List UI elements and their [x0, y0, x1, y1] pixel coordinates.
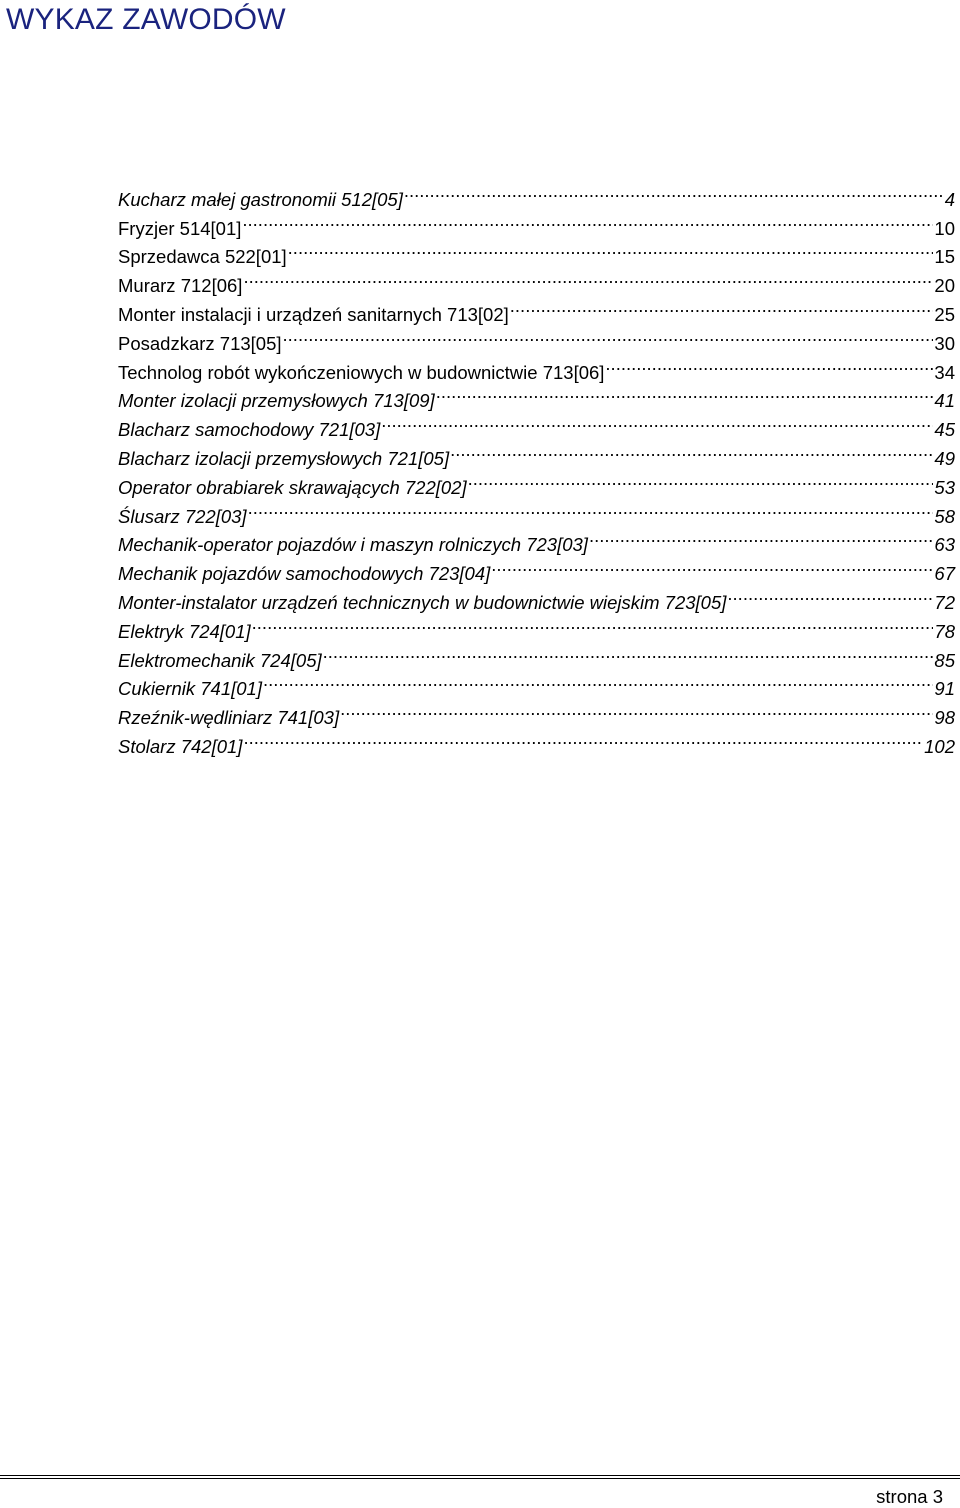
toc-dot-leader	[252, 609, 934, 638]
toc-entry-label: Blacharz samochodowy 721[03]	[118, 419, 381, 441]
toc-entry-page: 58	[934, 505, 955, 527]
toc-entry-label: Blacharz izolacji przemysłowych 721[05]	[118, 447, 450, 469]
toc-entry-label: Fryzjer 514[01]	[118, 217, 242, 239]
toc-dot-leader	[243, 724, 923, 753]
toc-entry-label: Posadzkarz 713[05]	[118, 332, 282, 354]
toc-dot-leader	[491, 551, 933, 580]
toc-entry-page: 67	[934, 563, 955, 585]
toc-dot-leader	[727, 580, 933, 609]
toc-entry[interactable]	[118, 177, 955, 210]
toc-dot-leader	[436, 379, 934, 408]
toc-entry-page: 45	[934, 419, 955, 441]
footer-divider	[0, 1475, 960, 1476]
toc-entry[interactable]	[118, 206, 955, 239]
toc-dot-leader	[323, 638, 934, 667]
toc-entry-label: Rzeźnik-wędliniarz 741[03]	[118, 707, 340, 729]
toc-entry-page: 30	[934, 332, 955, 354]
toc-dot-leader	[381, 407, 933, 436]
toc-entry-label: Murarz 712[06]	[118, 275, 243, 297]
toc-entry-page: 72	[934, 591, 955, 613]
toc-entry[interactable]	[118, 724, 955, 757]
toc-entry-page: 85	[934, 649, 955, 671]
toc-entry-label: Elektromechanik 724[05]	[118, 649, 322, 671]
page-number: strona 3	[876, 1486, 943, 1507]
toc-entry[interactable]	[118, 292, 955, 325]
toc-entry-label: Cukiernik 741[01]	[118, 678, 262, 700]
toc-entry-page: 20	[934, 275, 955, 297]
toc-entry-page: 78	[934, 620, 955, 642]
toc-entry-label: Stolarz 742[01]	[118, 735, 243, 757]
toc-entry-page: 10	[934, 217, 955, 239]
toc-entry-page: 49	[934, 447, 955, 469]
toc-entry-page: 15	[934, 246, 955, 268]
footer-divider	[0, 1478, 960, 1479]
toc-dot-leader	[340, 695, 933, 724]
toc-dot-leader	[288, 235, 934, 264]
toc-entry-page: 25	[934, 303, 955, 325]
toc-entry-label: Kucharz małej gastronomii 512[05]	[118, 188, 403, 210]
toc-entry-page: 91	[934, 678, 955, 700]
toc-dot-leader	[510, 292, 934, 321]
toc-dot-leader	[248, 494, 934, 523]
toc-entry-page: 4	[944, 188, 955, 210]
toc-entry-label: Ślusarz 722[03]	[118, 505, 247, 527]
toc-dot-leader	[450, 436, 933, 465]
toc-dot-leader	[243, 263, 933, 292]
toc-dot-leader	[468, 465, 934, 494]
toc-entry-label: Technolog robót wykończeniowych w budownictwie 713[06]	[118, 361, 605, 383]
toc-dot-leader	[404, 177, 944, 206]
toc-entry-page: 63	[934, 534, 955, 556]
table-of-contents	[118, 177, 955, 757]
toc-entry-label: Sprzedawca 522[01]	[118, 246, 287, 268]
toc-dot-leader	[283, 321, 934, 350]
toc-dot-leader	[589, 523, 933, 552]
toc-entry-label: Elektryk 724[01]	[118, 620, 251, 642]
toc-entry-page: 98	[934, 707, 955, 729]
toc-entry-page: 53	[934, 476, 955, 498]
toc-dot-leader	[263, 667, 933, 696]
toc-entry-page: 102	[924, 735, 955, 757]
toc-entry-label: Operator obrabiarek skrawających 722[02]	[118, 476, 467, 498]
toc-entry-page: 34	[934, 361, 955, 383]
toc-dot-leader	[242, 206, 933, 235]
page-title: WYKAZ ZAWODÓW	[6, 3, 286, 36]
toc-dot-leader	[605, 350, 933, 379]
toc-entry-label: Monter instalacji i urządzeń sanitarnych 713[02]	[118, 303, 509, 325]
toc-entry[interactable]	[118, 263, 955, 297]
toc-entry-label: Monter-instalator urządzeń technicznych w budownictwie wiejskim 723[05]	[118, 591, 727, 613]
toc-entry[interactable]	[118, 235, 955, 268]
toc-entry-label: Mechanik-operator pojazdów i maszyn rolniczych 723[03]	[118, 534, 588, 556]
toc-entry-page: 41	[934, 390, 955, 412]
toc-entry-label: Mechanik pojazdów samochodowych 723[04]	[118, 563, 491, 585]
toc-entry-label: Monter izolacji przemysłowych 713[09]	[118, 390, 435, 412]
